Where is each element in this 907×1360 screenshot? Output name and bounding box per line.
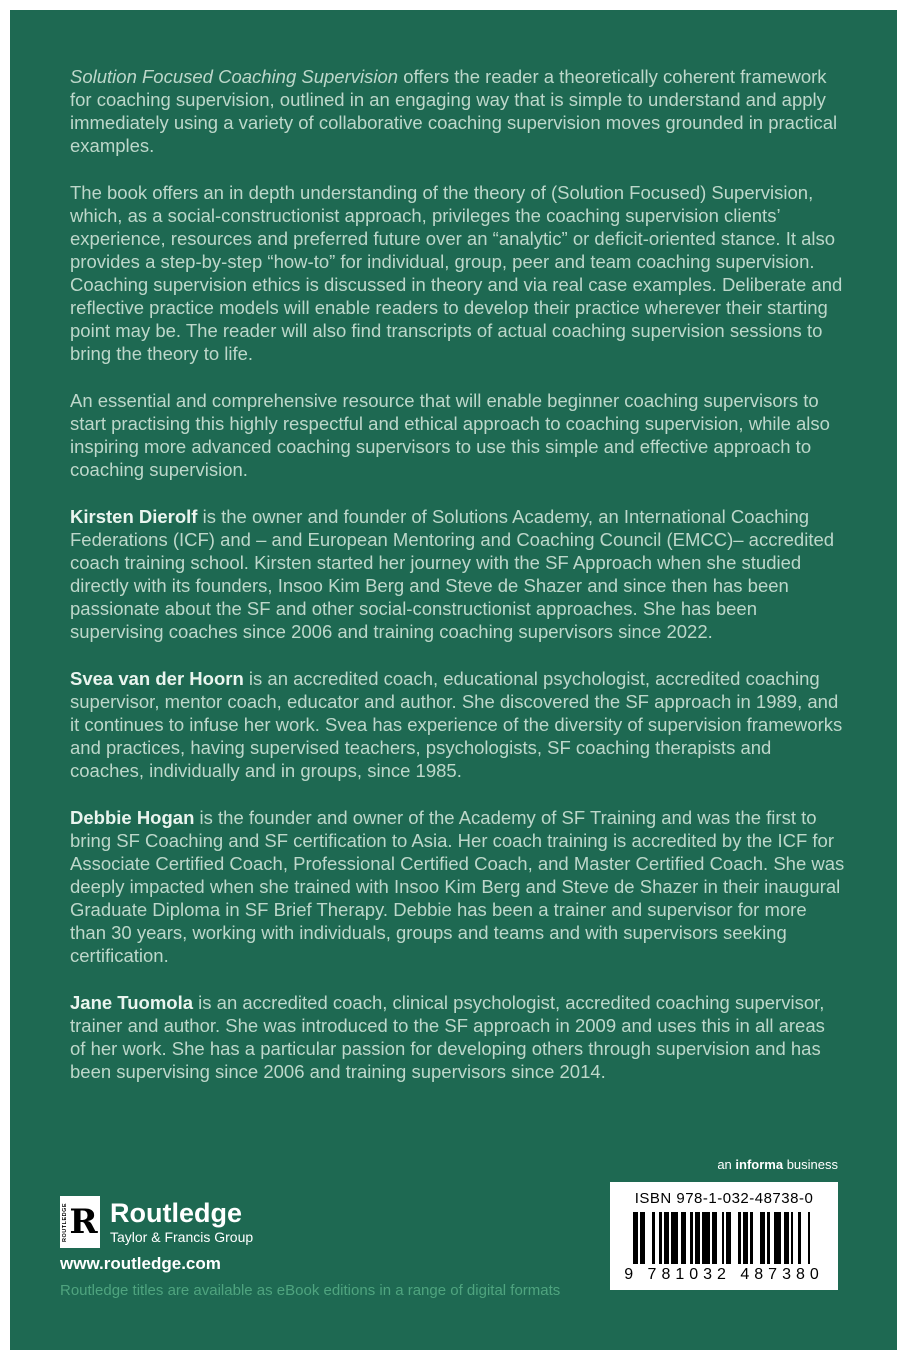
paragraph-text: is an accredited coach, clinical psychologist, accredited coaching supervisor, trainer and author. She was introduced to the SF approach in 2009 and uses this in all areas of her work. She has a particular passion for developing others through supervision and has been supervising since 2006 and training supervisors since 2014. [70, 992, 825, 1082]
barcode-bars [620, 1212, 828, 1264]
paragraph-text: An essential and comprehensive resource that will enable beginner coaching supervisors to start practising this highly respectful and ethical approach to coaching supervision, while also inspiring more advanced coaching supervisors to use this simple and effective approach to coaching supervision. [70, 390, 830, 480]
author-bio-svea-van-der-hoorn [70, 667, 845, 782]
publisher-group: Taylor & Francis Group [110, 1229, 254, 1245]
informa-prefix: an [717, 1157, 736, 1172]
ebook-availability-note: Routledge titles are available as eBook editions in a range of digital formats [60, 1282, 561, 1299]
publisher-website: www.routledge.com [60, 1254, 221, 1273]
publisher-logo-block [60, 1196, 253, 1248]
routledge-logo-vertical-text: ROUTLEDGE [62, 1202, 69, 1242]
informa-brand: informa [735, 1157, 784, 1172]
book-back-cover [10, 10, 897, 1350]
blurb-paragraph-overview [70, 181, 845, 365]
author-name: Jane Tuomola [70, 992, 194, 1013]
paragraph-text: is an accredited coach, educational psychologist, accredited coaching supervisor, mentor coach, educator and author. She discovered the SF approach in 1989, and it continues to infuse her work. Svea has experience of the diversity of supervision frameworks and practices, having supervised teachers, psychologists, SF coaching therapists and coaches, individually and in groups, since 1985. [70, 668, 843, 781]
paragraph-text: The book offers an in depth understanding of the theory of (Solution Focused) Supervision, which, as a social-constructionist approach, privileges the coaching supervision clients’ experience, resources and preferred future over an “analytic” or deficit-oriented stance. It also provides a step-by-step “how-to” for individual, group, peer and team coaching supervision. Coaching supervision ethics is discussed in theory and via real case examples. Deliberate and reflective practice models will enable readers to develop their practice wherever their starting point may be. The reader will also find transcripts of actual coaching supervision sessions to bring the theory to life. [70, 182, 843, 364]
author-name: Debbie Hogan [70, 807, 195, 828]
book-description [10, 10, 897, 1083]
paragraph-text: is the owner and founder of Solutions Academy, an International Coaching Federations (ICF) and – and European Mentoring and Coaching Council (EMCC)– accredited coach training school. Kirsten started her journey with the SF Approach when she studied directly with its founders, Insoo Kim Berg and Steve de Shazer and since then has been passionate about the SF and other social-constructionist approaches. She has been supervising coaches since 2006 and training coaching supervisors since 2022. [70, 506, 835, 642]
isbn-barcode [610, 1182, 838, 1290]
routledge-logo-icon [60, 1196, 100, 1248]
author-name: Kirsten Dierolf [70, 506, 198, 527]
publisher-names [110, 1199, 253, 1245]
informa-suffix: business [783, 1157, 838, 1172]
blurb-paragraph-summary [70, 389, 845, 481]
publisher-name: Routledge [110, 1198, 242, 1228]
isbn-label: ISBN 978-1-032-48738-0 [634, 1190, 814, 1207]
paragraph-text: is the founder and owner of the Academy of SF Training and was the first to bring SF Coaching and SF certification to Asia. Her coach training is accredited by the ICF for Associate Certified Coach, Professional Certified Coach, and Master Certified Coach. She was deeply impacted when she trained with Insoo Kim Berg and Steve de Shazer in their inaugural Graduate Diploma in SF Brief Therapy. Debbie has been a trainer and supervisor for more than 30 years, working with individuals, groups and teams and with supervisors seeking certification. [70, 807, 845, 966]
author-bio-jane-tuomola [70, 991, 845, 1083]
barcode-digits: 9 781032 487380 [624, 1266, 824, 1283]
routledge-logo-letter: R [69, 1202, 98, 1242]
informa-tagline [717, 1157, 838, 1172]
author-name: Svea van der Hoorn [70, 668, 244, 689]
author-bio-debbie-hogan [70, 806, 845, 967]
author-bio-kirsten-dierolf [70, 505, 845, 643]
paragraph-text: offers the reader a theoretically coherent framework for coaching supervision, outlined in an engaging way that is simple to understand and apply immediately using a variety of collaborative coaching supervision moves grounded in practical examples. [70, 66, 838, 156]
book-title: Solution Focused Coaching Supervision [70, 66, 399, 87]
blurb-paragraph-intro [70, 65, 845, 157]
